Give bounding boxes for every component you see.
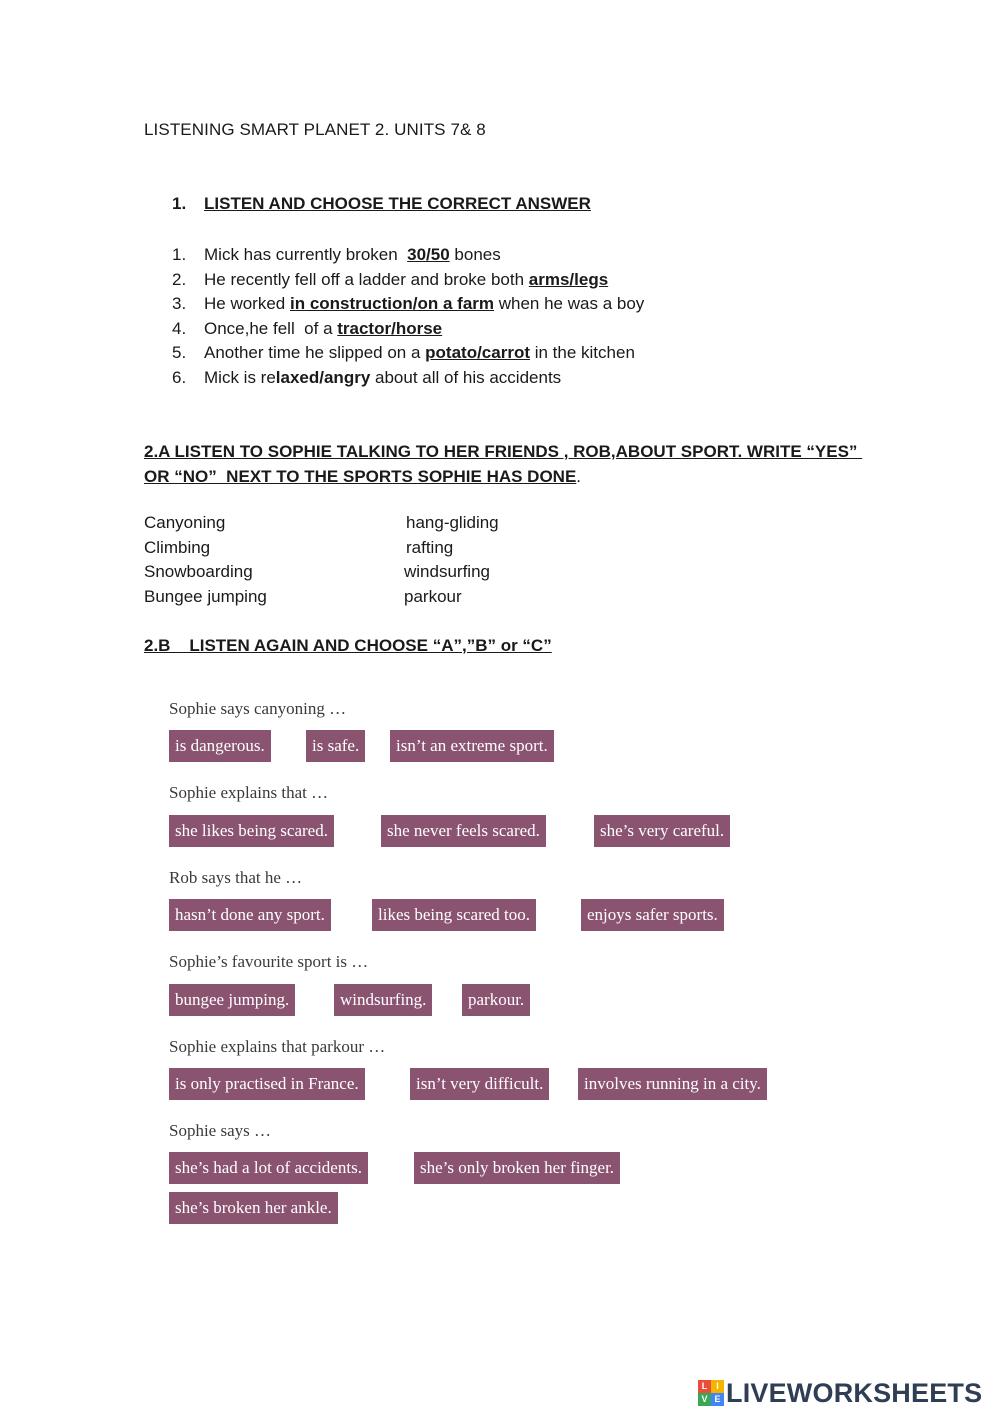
answer-chip[interactable]: is safe.: [306, 730, 365, 762]
question-item: [172, 292, 644, 317]
section2a-heading: [144, 440, 864, 489]
answer-chip[interactable]: she never feels scared.: [381, 815, 546, 847]
question-text: Once,he fell of a: [204, 318, 338, 338]
question-number: 4.: [172, 318, 187, 338]
answer-chip[interactable]: is only practised in France.: [169, 1068, 365, 1100]
sport-label: Climbing: [144, 538, 211, 557]
answer-options[interactable]: laxed/angry: [275, 367, 371, 387]
question-text: He worked: [204, 294, 290, 314]
sport-label: windsurfing: [404, 562, 490, 581]
question-text-end: about all of his accidents: [370, 367, 562, 387]
question-item: [172, 341, 644, 366]
section2b-heading: 2.B LISTEN AGAIN AND CHOOSE “A”,”B” or “C”: [144, 636, 552, 655]
answer-chip[interactable]: isn’t very difficult.: [410, 1068, 549, 1100]
section1-question-list: [172, 243, 644, 391]
answer-options[interactable]: potato/carrot: [425, 343, 530, 363]
question-stem: Sophie explains that parkour …: [169, 1037, 386, 1056]
answer-chip[interactable]: hasn’t done any sport.: [169, 899, 331, 931]
sport-label: parkour: [404, 587, 462, 606]
answer-chip[interactable]: she’s very careful.: [594, 815, 730, 847]
answer-chip[interactable]: she likes being scared.: [169, 815, 334, 847]
logo-letter: L: [698, 1380, 711, 1393]
liveworksheets-logo[interactable]: [698, 1376, 982, 1410]
logo-letter: I: [711, 1380, 724, 1393]
question-number: 1.: [172, 245, 187, 264]
question-number: 3.: [172, 294, 187, 314]
section2a-heading-period: .: [576, 466, 582, 486]
question-text: Another time he slipped on a: [204, 343, 426, 363]
question-stem: Sophie says canyoning …: [169, 699, 347, 718]
answer-options[interactable]: tractor/horse: [337, 318, 443, 338]
answer-chip[interactable]: parkour.: [462, 984, 530, 1016]
answer-chip[interactable]: she’s only broken her finger.: [414, 1152, 620, 1184]
document-title: LISTENING SMART PLANET 2. UNITS 7& 8: [144, 120, 486, 139]
question-text: He recently fell off a ladder and broke both: [204, 269, 529, 289]
answer-chip[interactable]: bungee jumping.: [169, 984, 295, 1016]
logo-letter: E: [711, 1393, 724, 1406]
logo-badge-icon: [698, 1380, 724, 1406]
question-text: Mick is re: [204, 367, 276, 387]
section2a-heading-text: 2.A LISTEN TO SOPHIE TALKING TO HER FRIENDS , ROB,ABOUT SPORT. WRITE “YES” OR “NO” NEXT TO THE SPORTS SOPHIE HAS DONE: [144, 442, 863, 486]
answer-options[interactable]: arms/legs: [528, 269, 609, 289]
logo-letter: V: [698, 1393, 711, 1406]
sport-label: Bungee jumping: [144, 587, 267, 606]
answer-chip[interactable]: isn’t an extreme sport.: [390, 730, 554, 762]
question-text: Mick has currently broken: [204, 245, 408, 264]
answer-chip[interactable]: she’s broken her ankle.: [169, 1192, 338, 1224]
question-text-end: when he was a boy: [494, 294, 645, 314]
question-item: [172, 243, 644, 268]
sport-label: Snowboarding: [144, 562, 253, 581]
question-number: 5.: [172, 343, 187, 363]
answer-options[interactable]: 30/50: [407, 245, 450, 264]
section1-heading-text: LISTEN AND CHOOSE THE CORRECT ANSWER: [204, 194, 591, 213]
question-stem: Sophie explains that …: [169, 783, 329, 802]
answer-chip[interactable]: involves running in a city.: [578, 1068, 767, 1100]
answer-options[interactable]: in construction/on a farm: [289, 294, 495, 314]
answer-chip[interactable]: is dangerous.: [169, 730, 271, 762]
section1-number: 1.: [172, 194, 187, 213]
section1-heading: [172, 194, 591, 214]
question-item: [172, 268, 644, 293]
answer-chip[interactable]: likes being scared too.: [372, 899, 536, 931]
question-number: 2.: [172, 269, 187, 289]
question-text-end: in the kitchen: [530, 343, 635, 363]
question-number: 6.: [172, 367, 187, 387]
answer-chip[interactable]: she’s had a lot of accidents.: [169, 1152, 368, 1184]
sport-label: Canyoning: [144, 513, 226, 532]
question-stem: Sophie says …: [169, 1121, 271, 1140]
sport-label: hang-gliding: [406, 513, 499, 532]
answer-chip[interactable]: enjoys safer sports.: [581, 899, 724, 931]
sport-label: rafting: [406, 538, 454, 557]
question-text-end: bones: [449, 245, 501, 264]
question-stem: Rob says that he …: [169, 868, 303, 887]
answer-chip[interactable]: windsurfing.: [334, 984, 432, 1016]
logo-text: LIVEWORKSHEETS: [726, 1377, 983, 1408]
question-item: [172, 366, 644, 391]
question-item: [172, 317, 644, 342]
question-stem: Sophie’s favourite sport is …: [169, 952, 369, 971]
